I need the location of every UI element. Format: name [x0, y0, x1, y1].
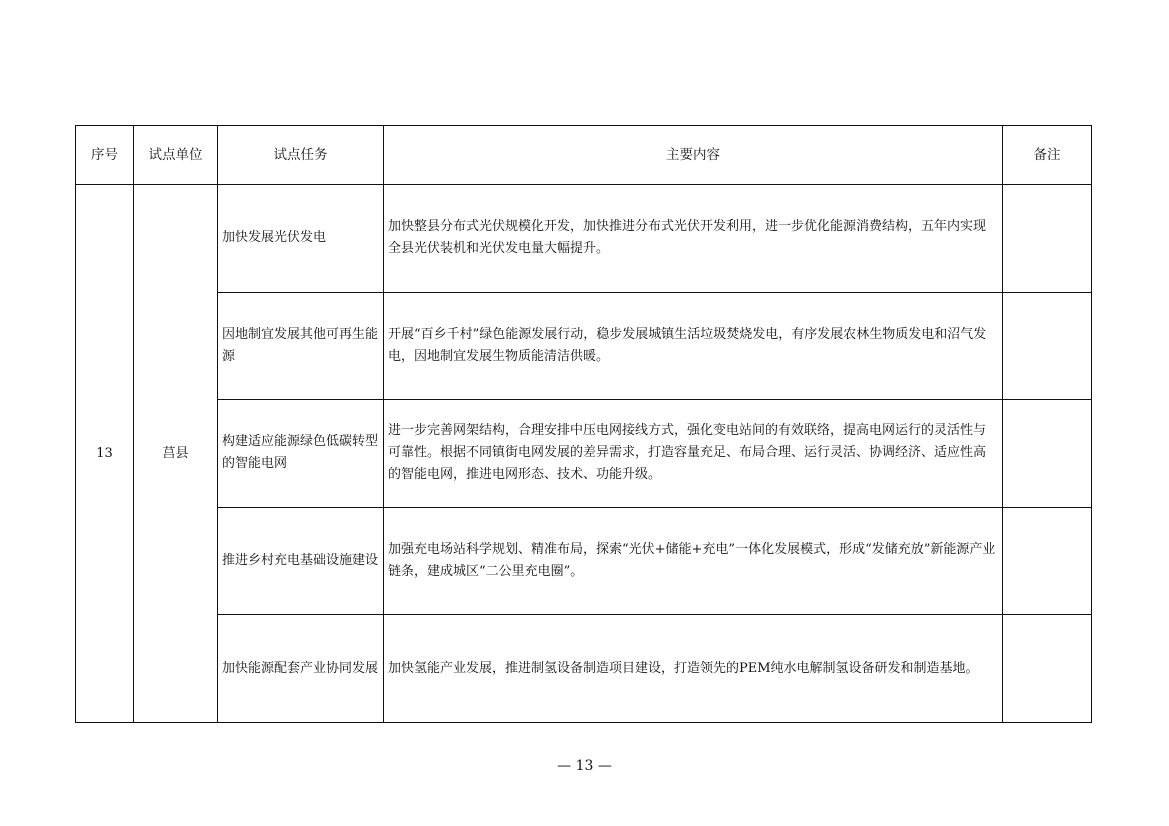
- header-pilot-task: 试点任务: [218, 126, 384, 185]
- table-row: [76, 615, 1092, 723]
- task-cell: 构建适应能源绿色低碳转型的智能电网: [218, 400, 384, 508]
- task-cell: 加快能源配套产业协同发展: [218, 615, 384, 723]
- remarks-cell: [1003, 615, 1092, 723]
- remarks-cell: [1003, 185, 1092, 293]
- remarks-cell: [1003, 507, 1092, 615]
- task-cell: 因地制宜发展其他可再生能源: [218, 292, 384, 400]
- table-row: [76, 185, 1092, 293]
- task-cell: 加快发展光伏发电: [218, 185, 384, 293]
- content-cell: 加快氢能产业发展，推进制氢设备制造项目建设，打造领先的PEM纯水电解制氢设备研发和制造基地。: [384, 615, 1003, 723]
- content-cell: 进一步完善网架结构，合理安排中压电网接线方式，强化变电站间的有效联络，提高电网运行的灵活性与可靠性。根据不同镇街电网发展的差异需求，打造容量充足、布局合理、运行灵活、协调经济、适应性高的智能电网，推进电网形态、技术、功能升级。: [384, 400, 1003, 508]
- table-header-row: [76, 126, 1092, 185]
- remarks-cell: [1003, 400, 1092, 508]
- pilot-unit-cell: 莒县: [134, 185, 218, 723]
- task-cell: 推进乡村充电基础设施建设: [218, 507, 384, 615]
- table-row: [76, 400, 1092, 508]
- header-pilot-unit: 试点单位: [134, 126, 218, 185]
- header-main-content: 主要内容: [384, 126, 1003, 185]
- table-row: [76, 292, 1092, 400]
- content-cell: 加强充电场站科学规划、精准布局，探索“光伏+储能+充电”一体化发展模式，形成“发储充放”新能源产业链条，建成城区“二公里充电圈”。: [384, 507, 1003, 615]
- remarks-cell: [1003, 292, 1092, 400]
- serial-number-cell: 13: [76, 185, 134, 723]
- content-cell: 开展“百乡千村”绿色能源发展行动，稳步发展城镇生活垃圾焚烧发电，有序发展农林生物质发电和沼气发电，因地制宜发展生物质能清洁供暖。: [384, 292, 1003, 400]
- pilot-task-table: [75, 125, 1092, 723]
- content-cell: 加快整县分布式光伏规模化开发，加快推进分布式光伏开发利用，进一步优化能源消费结构，五年内实现全县光伏装机和光伏发电量大幅提升。: [384, 185, 1003, 293]
- header-remarks: 备注: [1003, 126, 1092, 185]
- page-number: — 13 —: [557, 758, 612, 774]
- table-row: [76, 507, 1092, 615]
- header-serial-number: 序号: [76, 126, 134, 185]
